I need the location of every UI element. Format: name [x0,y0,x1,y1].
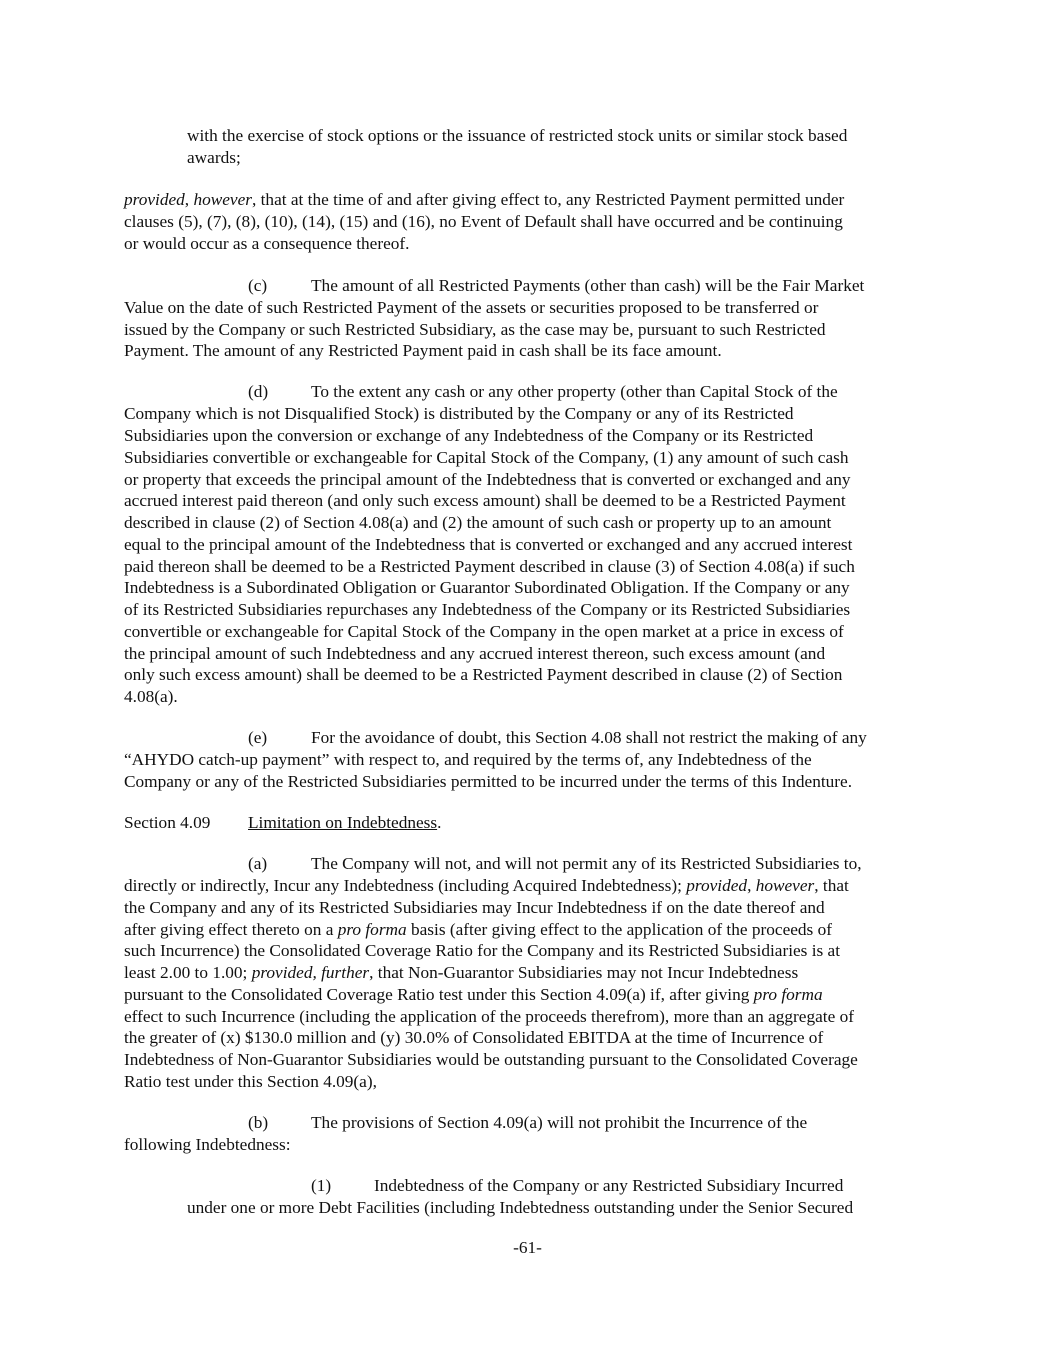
para-409a-line-11: Ratio test under this Section 4.09(a), [124,1072,377,1091]
para-c-label: (c) [248,276,268,295]
para-d-line-2: Company which is not Disqualified Stock) is distributed by the Company or any of its Restricted [124,404,794,423]
para-c-line-3: issued by the Company or such Restricted Subsidiary, as the case may be, pursuant to such Restricted [124,320,826,339]
para-d-line-9: paid thereon shall be deemed to be a Restricted Payment described in clause (3) of Section 4.08(a) if such [124,557,855,576]
para-c-line-1: (c) The amount of all Restricted Payments (other than cash) will be the Fair Market [248,276,865,295]
para-409a-label: (a) [248,854,268,873]
para-409a-line-4: after giving effect thereto on a pro forma basis (after giving effect to the application of the proceeds of [124,920,832,939]
para-d-line-7: described in clause (2) of Section 4.08(a) and (2) the amount of such cash or property up to an amount [124,513,832,532]
para-d-line-15: 4.08(a). [124,687,178,706]
proviso-line-1: provided, however, that at the time of and after giving effect to, any Restricted Payment permitted under [124,190,845,209]
para-409a-line-2: directly or indirectly, Incur any Indebtedness (including Acquired Indebtedness); provided, however, that [124,876,849,895]
para-409a-line-8: effect to such Incurrence (including the application of the proceeds therefrom), more than an aggregate of [124,1007,854,1026]
fragment-line-1: with the exercise of stock options or the issuance of restricted stock units or similar stock based [187,126,848,145]
para-d-line-11: of its Restricted Subsidiaries repurchases any Indebtedness of the Company or its Restricted Subsidiaries [124,600,851,619]
proviso-line-2: clauses (5), (7), (8), (10), (14), (15) and (16), no Event of Default shall have occurred and be continuing [124,212,843,231]
para-409a-line-6: least 2.00 to 1.00; provided, further, that Non-Guarantor Subsidiaries may not Incur Indebtedness [124,963,799,982]
para-d-line-12: convertible or exchangeable for Capital Stock of the Company in the open market at a price in excess of [124,622,844,641]
proviso-italic-however: however [193,190,252,209]
item-1-line-1: (1) Indebtedness of the Company or any Restricted Subsidiary Incurred [311,1176,844,1195]
proviso-line-3: or would occur as a consequence thereof. [124,234,410,253]
para-d-line-13: the principal amount of such Indebtedness and any accrued interest thereon, such excess amount (and [124,644,826,663]
item-1-label: (1) [311,1176,332,1195]
para-e-line-3: Company or any of the Restricted Subsidiaries permitted to be incurred under the terms of this Indenture. [124,772,853,791]
para-409a-line-1: (a) The Company will not, and will not permit any of its Restricted Subsidiaries to, [248,854,862,873]
proviso-italic-provided: provided [124,190,185,209]
para-409a-line-5: such Incurrence) the Consolidated Coverage Ratio for the Company and its Restricted Subsidiaries is at [124,941,841,960]
fragment-line-2: awards; [187,148,241,167]
para-d-line-5: or property that exceeds the principal amount of the Indebtedness that is converted or exchanged and any [124,470,851,489]
section-409-title: Limitation on Indebtedness [248,813,438,832]
para-d-line-10: Indebtedness is a Subordinated Obligation or Guarantor Subordinated Obligation. If the Company or any [124,578,850,597]
para-c-line-4: Payment. The amount of any Restricted Payment paid in cash shall be its face amount. [124,341,722,360]
para-e-line-2: “AHYDO catch-up payment” with respect to, and required by the terms of, any Indebtedness of the [124,750,812,769]
para-e-label: (e) [248,728,268,747]
para-d-line-3: Subsidiaries upon the conversion or exchange of any Indebtedness of the Company or its Restricted [124,426,814,445]
section-409-heading: Section 4.09 Limitation on Indebtedness. [124,813,442,832]
para-c-line-2: Value on the date of such Restricted Payment of the assets or securities proposed to be transferred or [124,298,819,317]
para-409b-label: (b) [248,1113,269,1132]
para-409a-line-10: Indebtedness of Non-Guarantor Subsidiaries would be outstanding pursuant to the Consolidated Coverage [124,1050,858,1069]
page-number: -61- [513,1238,542,1257]
para-d-line-4: Subsidiaries convertible or exchangeable for Capital Stock of the Company, (1) any amount of such cash [124,448,849,467]
para-409a-line-3: the Company and any of its Restricted Subsidiaries may Incur Indebtedness if on the date thereof and [124,898,825,917]
para-409a-line-9: the greater of (x) $130.0 million and (y) 30.0% of Consolidated EBITDA at the time of Incurrence of [124,1028,824,1047]
para-d-line-1: (d) To the extent any cash or any other property (other than Capital Stock of the [248,382,838,401]
para-d-label: (d) [248,382,269,401]
para-409a-line-7: pursuant to the Consolidated Coverage Ratio test under this Section 4.09(a) if, after giving pro forma [124,985,823,1004]
para-409b-line-2: following Indebtedness: [124,1135,291,1154]
para-409b-line-1: (b) The provisions of Section 4.09(a) will not prohibit the Incurrence of the [248,1113,808,1132]
para-d-line-14: only such excess amount) shall be deemed to be a Restricted Payment described in clause (2) of Section [124,665,843,684]
para-e-line-1: (e) For the avoidance of doubt, this Section 4.08 shall not restrict the making of any [248,728,867,747]
para-d-line-8: equal to the principal amount of the Indebtedness that is converted or exchanged and any accrued interest [124,535,853,554]
para-d-line-6: accrued interest paid thereon (and only such excess amount) shall be deemed to be a Restricted Payment [124,491,846,510]
section-409-number: Section 4.09 [124,813,211,832]
item-1-line-2: under one or more Debt Facilities (including Indebtedness outstanding under the Senior Secured [187,1198,854,1217]
